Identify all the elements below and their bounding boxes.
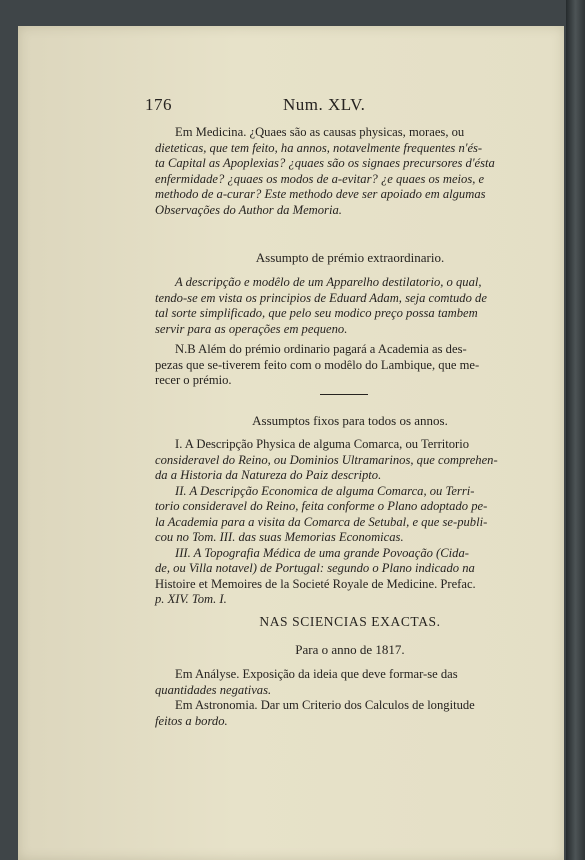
- fixos-line: la Academia para a visita da Comarca de Setubal, e que se-publi-: [155, 514, 488, 529]
- fixos-heading: Assumptos fixos para todos os annos.: [252, 413, 448, 428]
- exactas-line: Em Astronomia. Dar um Criterio dos Calculos de longitude: [175, 698, 475, 712]
- medicina-line: enfermidade? ¿quaes os modos de a-evitar? ¿e quaes os meios, e: [155, 171, 485, 186]
- exactas-paragraph: [155, 667, 545, 729]
- nb-line: N.B Além do prémio ordinario pagará a Academia as des-: [175, 342, 467, 356]
- nb-line: recer o prémio.: [155, 373, 232, 387]
- fixos-line: de, ou Villa notavel) de Portugal: segundo o Plano indicado na: [155, 561, 475, 575]
- fixos-line: consideravel do Reino, ou Dominios Ultramarinos, que comprehen-: [155, 452, 498, 467]
- page-number: 176: [145, 95, 172, 114]
- extraordinario-line: A descripção e modêlo de um Apparelho destilatorio, o qual,: [175, 275, 482, 289]
- section-rule: [320, 394, 368, 395]
- extraordinario-paragraph: [155, 275, 545, 337]
- fixos-line: p. XIV. Tom. I.: [155, 592, 227, 606]
- extraordinario-line: tal sorte simplificado, que pelo seu modico preço possa tambem: [155, 306, 478, 320]
- fixos-line: I. A Descripção Physica de alguma Comarca, ou Territorio: [175, 437, 470, 451]
- running-head: Num. XLV.: [283, 95, 366, 114]
- fixos-line: II. A Descripção Economica de alguma Comarca, ou Terri-: [175, 483, 475, 498]
- page-header: [145, 95, 545, 117]
- medicina-line: dieteticas, que tem feito, ha annos, notavelmente frequentes n'és-: [155, 140, 483, 155]
- extraordinario-line: servir para as operações em pequeno.: [155, 321, 348, 336]
- exactas-line: feitos a bordo.: [155, 713, 228, 728]
- page-edge: [566, 0, 585, 860]
- medicina-line: ta Capital as Apoplexias? ¿quaes são os signaes precursores d'ésta: [155, 156, 495, 170]
- fixos-line: Histoire et Memoires de la Societé Royale de Medicine. Prefac.: [155, 576, 476, 591]
- fixos-line: da a Historia da Natureza do Paiz descripto.: [155, 468, 382, 482]
- extraordinario-line: tendo-se em vista os principios de Eduard Adam, seja comtudo de: [155, 290, 487, 305]
- medicina-line: Em Medicina. ¿Quaes são as causas physicas, moraes, ou: [175, 125, 465, 139]
- medicina-paragraph: [155, 125, 545, 218]
- fixos-paragraph: [155, 437, 545, 608]
- exactas-line: quantidades negativas.: [155, 682, 272, 697]
- fixos-line: torio consideravel do Reino, feita conforme o Plano adoptado pe-: [155, 499, 488, 513]
- medicina-line: Observações do Author da Memoria.: [155, 202, 342, 217]
- exactas-year: Para o anno de 1817.: [295, 642, 405, 657]
- nb-line: pezas que se-tiverem feito com o modêlo do Lambique, que me-: [155, 357, 480, 372]
- medicina-line: methodo de a-curar? Este methodo deve ser apoiado em algumas: [155, 187, 486, 201]
- fixos-line: cou no Tom. III. das suas Memorias Economicas.: [155, 530, 404, 544]
- fixos-line: III. A Topografia Médica de uma grande Povoação (Cida-: [175, 545, 469, 560]
- exactas-line: Em Anályse. Exposição da ideia que deve formar-se das: [175, 667, 458, 681]
- extraordinario-heading: Assumpto de prémio extraordinario.: [255, 250, 445, 265]
- nb-paragraph: [155, 342, 545, 389]
- exactas-heading: NAS SCIENCIAS EXACTAS.: [259, 614, 441, 629]
